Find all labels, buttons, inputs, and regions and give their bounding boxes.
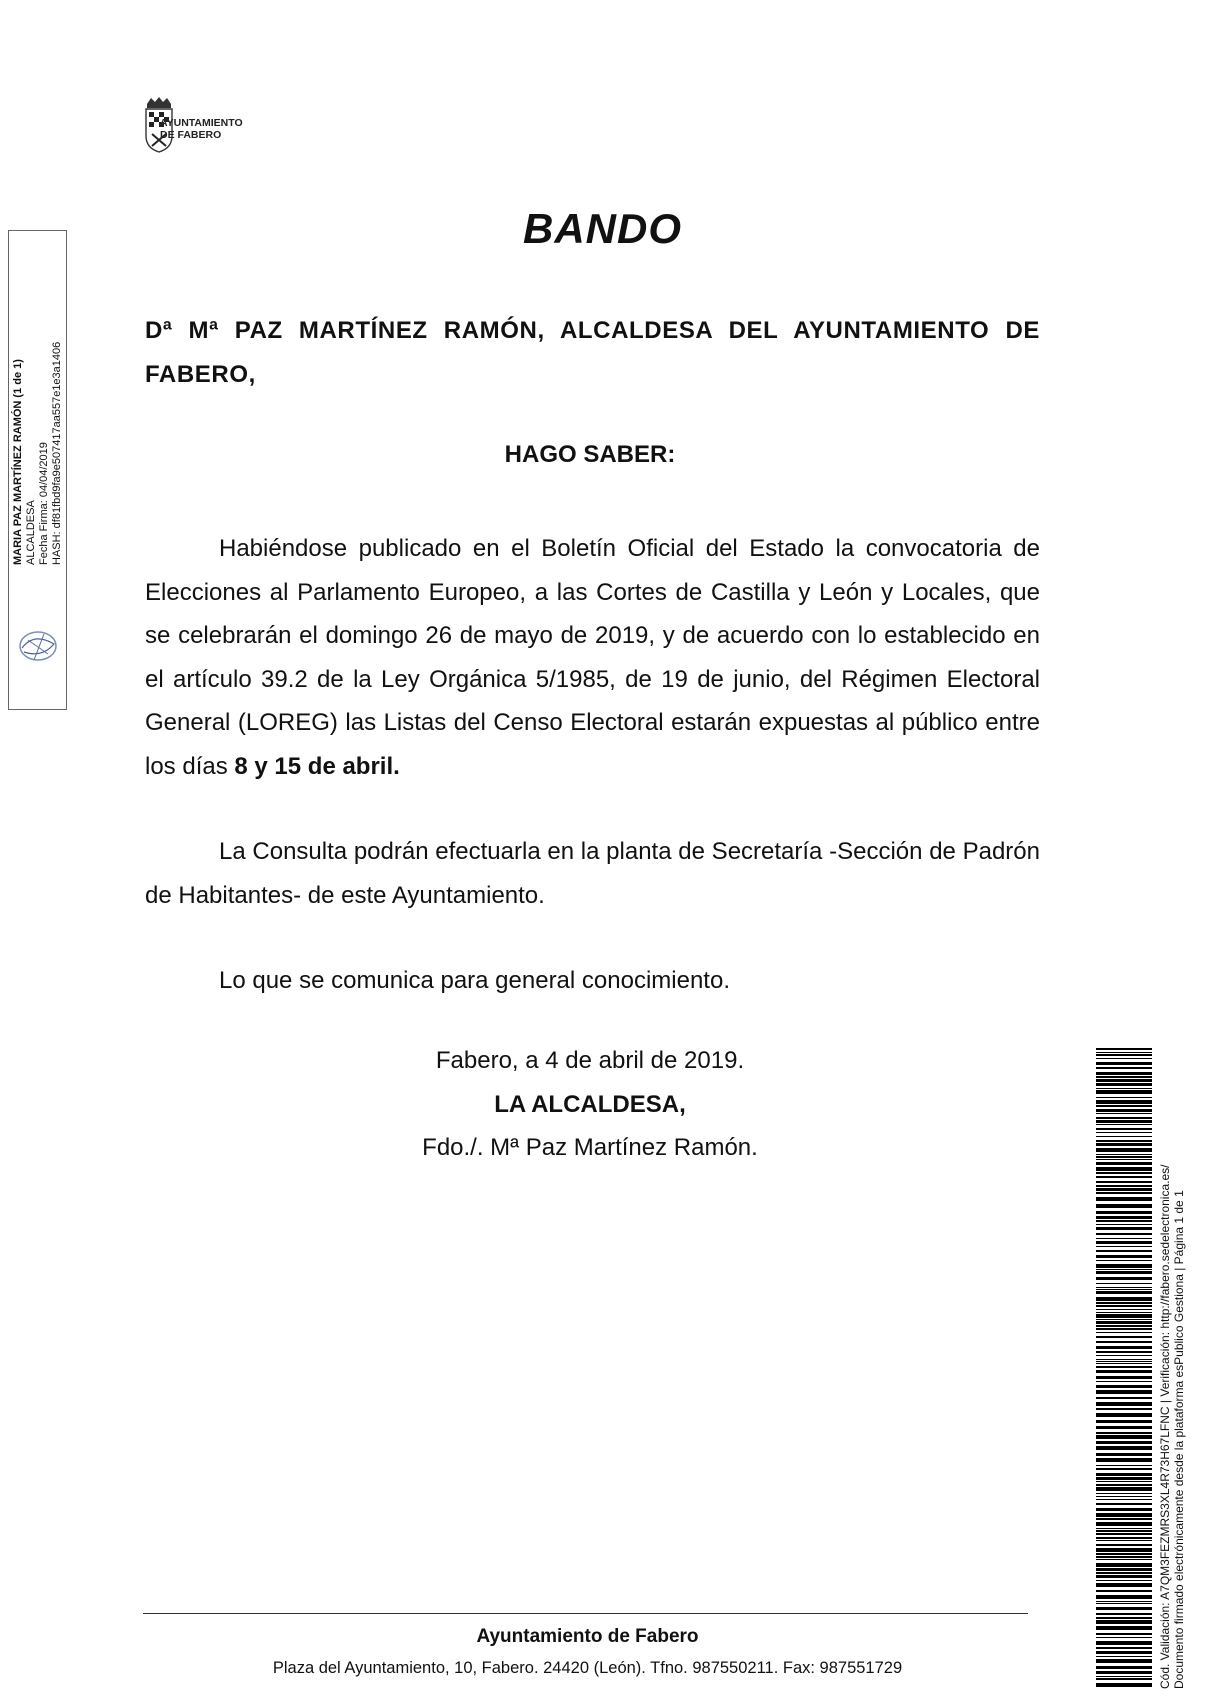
barcode-bar — [1096, 1314, 1152, 1318]
barcode-bar — [1096, 1172, 1152, 1174]
barcode-bar — [1096, 1617, 1152, 1619]
paragraph-2-text: La Consulta podrán efectuarla en la planta de Secretaría -Sección de Padrón de Habitantes- de este Ayuntamiento. — [145, 838, 1040, 909]
barcode-bar — [1096, 1556, 1152, 1558]
barcode-bar — [1096, 1132, 1152, 1133]
barcode-bar — [1096, 1420, 1152, 1423]
barcode-bar — [1096, 1508, 1152, 1511]
barcode-bar — [1096, 1197, 1152, 1201]
barcode-bar — [1096, 1381, 1152, 1382]
barcode-bar — [1096, 1113, 1152, 1114]
barcode-bar — [1096, 1465, 1152, 1466]
barcode-bar — [1096, 1432, 1152, 1434]
barcode-bar — [1096, 1548, 1152, 1552]
barcode-bar — [1096, 1319, 1152, 1320]
paragraph-3-text: Lo que se comunica para general conocimiento. — [219, 967, 730, 994]
footer-address: Plaza del Ayuntamiento, 10, Fabero. 24420 (León). Tfno. 987550211. Fax: 987551729 — [272, 1659, 903, 1677]
barcode-bar — [1096, 1522, 1152, 1526]
barcode-bar — [1096, 1328, 1152, 1330]
barcode-bar — [1096, 1583, 1152, 1587]
stamp-date: Fecha Firma: 04/04/2019 — [38, 442, 50, 565]
barcode-bar — [1096, 1097, 1152, 1098]
barcode-bar — [1096, 1117, 1152, 1119]
barcode-bar — [1096, 1067, 1152, 1069]
verification-barcode — [1096, 1048, 1152, 1688]
barcode-bar — [1096, 1397, 1152, 1399]
issuer-heading: Dª Mª PAZ MARTÍNEZ RAMÓN, ALCALDESA DEL AYUNTAMIENTO DE FABERO, — [145, 317, 1040, 388]
stamp-hash: HASH: df81fbd9fa9e507417aa557e1e3a1406 — [51, 341, 63, 565]
barcode-bar — [1096, 1620, 1152, 1624]
barcode-bar — [1096, 1204, 1152, 1208]
barcode-bar — [1096, 1484, 1152, 1486]
footer-divider — [143, 1613, 1028, 1614]
barcode-bar — [1096, 1302, 1152, 1304]
barcode-bar — [1096, 1370, 1152, 1373]
barcode-bar — [1096, 1211, 1152, 1214]
barcode-bar — [1096, 1297, 1152, 1301]
paragraph-1 — [145, 527, 1040, 788]
barcode-bar — [1096, 1575, 1152, 1578]
barcode-bar — [1096, 1477, 1152, 1480]
barcode-bar — [1096, 1481, 1152, 1482]
barcode-bar — [1096, 1426, 1152, 1429]
barcode-bar — [1096, 1487, 1152, 1491]
barcode-bar — [1096, 1528, 1152, 1529]
barcode-bar — [1096, 1264, 1152, 1268]
barcode-bar — [1096, 1613, 1152, 1615]
place-date: Fabero, a 4 de abril de 2019. — [435, 1047, 745, 1074]
barcode-bar — [1096, 1105, 1152, 1107]
barcode-bar — [1096, 1143, 1152, 1146]
barcode-bar — [1096, 1473, 1152, 1476]
barcode-bar — [1096, 1402, 1152, 1406]
municipal-coat-of-arms-icon — [143, 96, 263, 188]
barcode-bar — [1096, 1176, 1152, 1178]
barcode-bar — [1096, 1518, 1152, 1520]
barcode-bar — [1096, 1255, 1152, 1258]
barcode-bar — [1096, 1283, 1152, 1284]
barcode-bar — [1096, 1435, 1152, 1439]
barcode-bar — [1096, 1128, 1152, 1130]
paragraph-3 — [145, 959, 1040, 1003]
digital-seal-icon — [14, 622, 62, 670]
barcode-bar — [1096, 1269, 1152, 1270]
barcode-bar — [1096, 1359, 1152, 1360]
barcode-bar — [1096, 1458, 1152, 1462]
barcode-bar — [1096, 1385, 1152, 1388]
barcode-bar — [1096, 1580, 1152, 1581]
barcode-bar — [1096, 1192, 1152, 1194]
barcode-bar — [1096, 1513, 1152, 1517]
barcode-bar — [1096, 1289, 1152, 1290]
barcode-bar — [1096, 1156, 1152, 1158]
barcode-bar — [1096, 1390, 1152, 1394]
barcode-bar — [1096, 1366, 1152, 1368]
barcode-bar — [1096, 1167, 1152, 1171]
barcode-bar — [1096, 1159, 1152, 1160]
barcode-bar — [1096, 1499, 1152, 1500]
barcode-bar — [1096, 1100, 1152, 1104]
barcode-bar — [1096, 1336, 1152, 1338]
barcode-bar — [1096, 1109, 1152, 1112]
verification-line-2: Documento firmado electrónicamente desde la plataforma esPublico Gestiona | Página 1 de 1 — [1172, 1190, 1186, 1689]
barcode-bar — [1096, 1563, 1152, 1567]
barcode-bar — [1096, 1572, 1152, 1574]
barcode-bar — [1096, 1355, 1152, 1356]
barcode-bar — [1096, 1260, 1152, 1261]
barcode-bar — [1096, 1277, 1152, 1280]
barcode-bar — [1096, 1136, 1152, 1137]
barcode-bar — [1096, 1140, 1152, 1142]
barcode-bar — [1096, 1651, 1152, 1654]
barcode-bar — [1096, 1341, 1152, 1343]
barcode-bar — [1096, 1271, 1152, 1274]
barcode-bar — [1096, 1181, 1152, 1183]
barcode-bar — [1096, 1312, 1152, 1313]
barcode-bar — [1096, 1305, 1152, 1307]
paragraph-1-text: Habiéndose publicado en el Boletín Oficial del Estado la convocatoria de Elecciones al Parlamento Europeo, a las Cortes de Castilla y León y Locales, que se celebrarán el domingo 26 de mayo de 2019, y de acuerdo con lo establecido en el artículo 39.2 de la Ley Orgánica 5/1985, de 19 de junio, del Régimen Electoral General (LOREG) las Listas del Censo Electoral estarán expuestas al público entre los días — [145, 535, 1040, 780]
barcode-bar — [1096, 1603, 1152, 1604]
signer-role: LA ALCALDESA, — [494, 1091, 686, 1118]
barcode-bar — [1096, 1246, 1152, 1247]
barcode-bar — [1096, 1148, 1152, 1152]
barcode-bar — [1096, 1054, 1152, 1056]
barcode-bar — [1096, 1496, 1152, 1497]
verification-text — [1158, 1165, 1186, 1689]
barcode-bar — [1096, 1363, 1152, 1364]
barcode-bar — [1096, 1537, 1152, 1539]
barcode-bar — [1096, 1656, 1152, 1657]
barcode-bar — [1096, 1553, 1152, 1555]
barcode-bar — [1096, 1079, 1152, 1082]
barcode-bar — [1096, 1216, 1152, 1219]
document-title: BANDO — [523, 205, 682, 252]
barcode-bar — [1096, 1683, 1152, 1687]
barcode-bar — [1096, 1533, 1152, 1535]
paragraph-2 — [145, 830, 1040, 917]
barcode-bar — [1096, 1441, 1152, 1444]
barcode-bar — [1096, 1601, 1152, 1602]
barcode-bar — [1096, 1361, 1152, 1362]
barcode-bar — [1096, 1052, 1152, 1053]
barcode-bar — [1096, 1568, 1152, 1571]
barcode-bar — [1096, 1453, 1152, 1456]
signer-name: Fdo./. Mª Paz Martínez Ramón. — [422, 1134, 758, 1161]
barcode-bar — [1096, 1083, 1152, 1086]
barcode-bar — [1096, 1376, 1152, 1379]
barcode-bar — [1096, 1678, 1152, 1680]
barcode-bar — [1096, 1607, 1152, 1610]
barcode-bar — [1096, 1351, 1152, 1353]
barcode-bar — [1096, 1408, 1152, 1410]
barcode-bar — [1096, 1291, 1152, 1294]
barcode-bar — [1096, 1162, 1152, 1165]
stamp-signer: MARIA PAZ MARTÍNEZ RAMÓN (1 de 1) — [12, 359, 24, 565]
barcode-bar — [1096, 1468, 1152, 1470]
barcode-bar — [1096, 1227, 1152, 1230]
barcode-bar — [1096, 1287, 1152, 1288]
barcode-bar — [1096, 1124, 1152, 1125]
barcode-bar — [1096, 1590, 1152, 1592]
barcode-bar — [1096, 1088, 1152, 1089]
footer-organization: Ayuntamiento de Fabero — [476, 1626, 699, 1647]
logo-text — [160, 117, 243, 141]
stamp-role: ALCALDESA — [25, 500, 37, 565]
barcode-bar — [1096, 1321, 1152, 1324]
barcode-bar — [1096, 1346, 1152, 1349]
logo-line-1: AYUNTAMIENTO — [160, 117, 243, 129]
barcode-bar — [1096, 1493, 1152, 1494]
barcode-bar — [1096, 1540, 1152, 1541]
barcode-bar — [1096, 1309, 1152, 1310]
barcode-bar — [1096, 1544, 1152, 1546]
barcode-bar — [1096, 1325, 1152, 1327]
barcode-bar — [1096, 1185, 1152, 1187]
barcode-bar — [1096, 1154, 1152, 1155]
barcode-bar — [1096, 1413, 1152, 1417]
barcode-bar — [1096, 1233, 1152, 1235]
barcode-bar — [1096, 1530, 1152, 1532]
paragraph-1-dates: 8 y 15 de abril. — [234, 752, 400, 780]
logo-line-2: DE FABERO — [160, 129, 222, 141]
barcode-bar — [1096, 1224, 1152, 1225]
barcode-bar — [1096, 1072, 1152, 1075]
barcode-bar — [1096, 1220, 1152, 1222]
barcode-bar — [1096, 1503, 1152, 1505]
barcode-bar — [1096, 1446, 1152, 1450]
verification-line-1: Cód. Validación: A7QM3FEZMRS3XL4R73H67LFNC | Verificación: http://fabero.sedelectronica.es/ — [1158, 1164, 1172, 1689]
barcode-bar — [1096, 1120, 1152, 1123]
barcode-bar — [1096, 1062, 1152, 1065]
barcode-bar — [1096, 1238, 1152, 1239]
barcode-bar — [1096, 1559, 1152, 1560]
barcode-bar — [1096, 1250, 1152, 1252]
barcode-bar — [1096, 1595, 1152, 1599]
barcode-bar — [1096, 1188, 1152, 1191]
barcode-bar — [1096, 1058, 1152, 1059]
barcode-bar — [1096, 1048, 1152, 1050]
barcode-bar — [1096, 1076, 1152, 1078]
barcode-bar — [1096, 1090, 1152, 1094]
barcode-bar — [1096, 1241, 1152, 1244]
hago-saber-heading: HAGO SABER: — [504, 441, 676, 468]
barcode-bar — [1096, 1332, 1152, 1333]
